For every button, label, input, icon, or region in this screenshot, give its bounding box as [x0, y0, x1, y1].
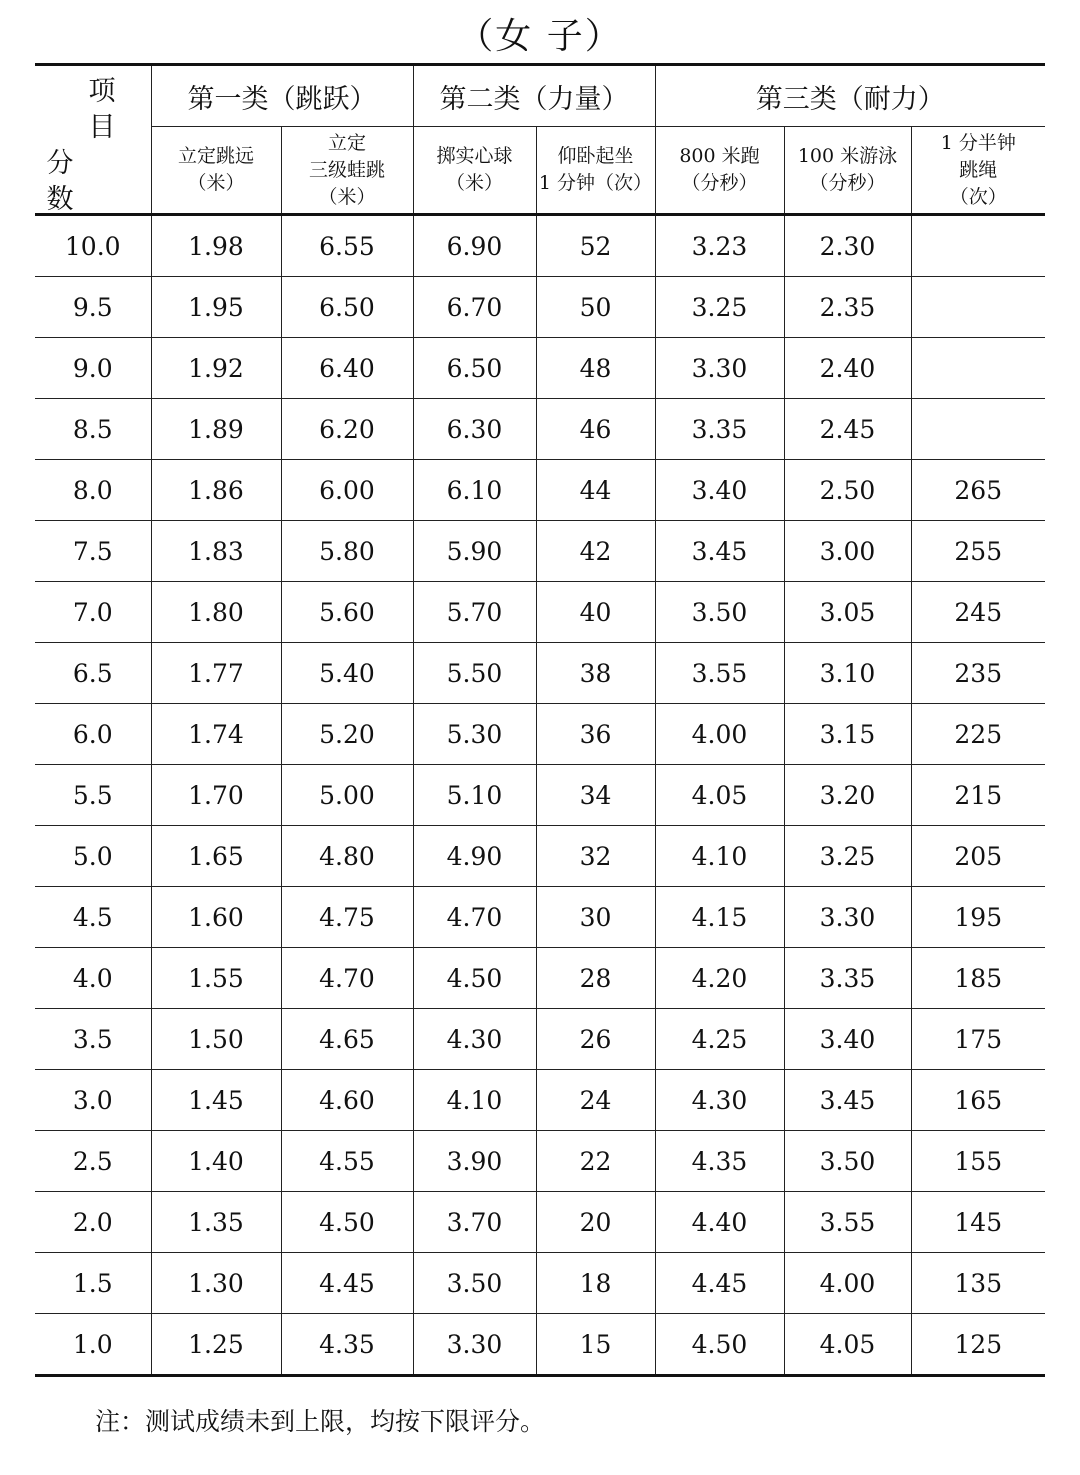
group-header-row — [35, 65, 1045, 127]
score-cell: 7.5 — [35, 521, 151, 582]
value-cell: 3.10 — [784, 643, 911, 704]
value-cell: 3.30 — [413, 1314, 536, 1376]
value-cell: 52 — [536, 215, 655, 277]
table-row — [35, 338, 1045, 399]
value-cell: 42 — [536, 521, 655, 582]
value-cell: 195 — [911, 887, 1045, 948]
table-row — [35, 277, 1045, 338]
value-cell — [911, 277, 1045, 338]
value-cell: 34 — [536, 765, 655, 826]
value-cell: 1.45 — [151, 1070, 281, 1131]
table-row — [35, 1192, 1045, 1253]
value-cell: 3.00 — [784, 521, 911, 582]
value-cell: 4.55 — [281, 1131, 413, 1192]
score-cell: 8.0 — [35, 460, 151, 521]
column-header-7: 1 分半钟 跳绳 （次） — [911, 127, 1045, 215]
value-cell: 2.30 — [784, 215, 911, 277]
value-cell: 3.45 — [784, 1070, 911, 1131]
value-cell: 225 — [911, 704, 1045, 765]
value-cell: 1.95 — [151, 277, 281, 338]
group-header-1: 第一类（跳跃） — [151, 65, 413, 127]
value-cell: 1.50 — [151, 1009, 281, 1070]
score-cell: 1.5 — [35, 1253, 151, 1314]
table-row — [35, 215, 1045, 277]
value-cell: 1.30 — [151, 1253, 281, 1314]
value-cell: 1.25 — [151, 1314, 281, 1376]
table-row — [35, 399, 1045, 460]
table-row — [35, 826, 1045, 887]
table-row — [35, 765, 1045, 826]
table-body — [35, 215, 1045, 1376]
value-cell: 265 — [911, 460, 1045, 521]
value-cell: 5.50 — [413, 643, 536, 704]
value-cell: 175 — [911, 1009, 1045, 1070]
value-cell: 155 — [911, 1131, 1045, 1192]
value-cell: 3.40 — [784, 1009, 911, 1070]
value-cell: 1.98 — [151, 215, 281, 277]
value-cell: 3.30 — [655, 338, 784, 399]
value-cell: 135 — [911, 1253, 1045, 1314]
value-cell: 3.40 — [655, 460, 784, 521]
value-cell — [911, 215, 1045, 277]
column-header-row — [35, 127, 1045, 215]
score-cell: 5.0 — [35, 826, 151, 887]
value-cell: 4.40 — [655, 1192, 784, 1253]
value-cell: 3.35 — [784, 948, 911, 1009]
value-cell: 1.89 — [151, 399, 281, 460]
value-cell: 3.30 — [784, 887, 911, 948]
table-row — [35, 1009, 1045, 1070]
value-cell: 6.70 — [413, 277, 536, 338]
value-cell: 4.10 — [413, 1070, 536, 1131]
value-cell: 2.40 — [784, 338, 911, 399]
score-cell: 3.0 — [35, 1070, 151, 1131]
value-cell: 4.15 — [655, 887, 784, 948]
value-cell: 32 — [536, 826, 655, 887]
score-cell: 9.5 — [35, 277, 151, 338]
value-cell: 3.35 — [655, 399, 784, 460]
value-cell: 50 — [536, 277, 655, 338]
score-cell: 3.5 — [35, 1009, 151, 1070]
value-cell: 15 — [536, 1314, 655, 1376]
value-cell: 165 — [911, 1070, 1045, 1131]
table-row — [35, 948, 1045, 1009]
corner-item-label: 项 目 — [88, 76, 116, 143]
value-cell: 3.55 — [655, 643, 784, 704]
value-cell: 22 — [536, 1131, 655, 1192]
value-cell: 4.30 — [413, 1009, 536, 1070]
value-cell: 4.00 — [655, 704, 784, 765]
value-cell: 4.90 — [413, 826, 536, 887]
score-cell: 10.0 — [35, 215, 151, 277]
value-cell: 20 — [536, 1192, 655, 1253]
value-cell: 38 — [536, 643, 655, 704]
value-cell: 30 — [536, 887, 655, 948]
table-row — [35, 460, 1045, 521]
value-cell: 18 — [536, 1253, 655, 1314]
table-row — [35, 704, 1045, 765]
value-cell: 185 — [911, 948, 1045, 1009]
value-cell: 4.75 — [281, 887, 413, 948]
score-cell: 4.0 — [35, 948, 151, 1009]
table-row — [35, 887, 1045, 948]
value-cell: 4.50 — [655, 1314, 784, 1376]
column-header-4: 仰卧起坐 1 分钟（次） — [536, 127, 655, 215]
value-cell: 1.74 — [151, 704, 281, 765]
value-cell — [911, 338, 1045, 399]
column-header-3: 掷实心球 （米） — [413, 127, 536, 215]
value-cell: 4.50 — [413, 948, 536, 1009]
value-cell: 4.35 — [281, 1314, 413, 1376]
value-cell: 5.60 — [281, 582, 413, 643]
table-row — [35, 582, 1045, 643]
value-cell: 5.70 — [413, 582, 536, 643]
value-cell: 4.70 — [281, 948, 413, 1009]
value-cell: 1.55 — [151, 948, 281, 1009]
value-cell: 2.50 — [784, 460, 911, 521]
column-header-6: 100 米游泳 （分秒） — [784, 127, 911, 215]
value-cell: 3.23 — [655, 215, 784, 277]
value-cell: 3.05 — [784, 582, 911, 643]
value-cell: 1.40 — [151, 1131, 281, 1192]
value-cell: 235 — [911, 643, 1045, 704]
table-row — [35, 1314, 1045, 1376]
value-cell: 1.35 — [151, 1192, 281, 1253]
value-cell: 4.70 — [413, 887, 536, 948]
value-cell: 28 — [536, 948, 655, 1009]
corner-header — [35, 65, 151, 215]
value-cell: 3.45 — [655, 521, 784, 582]
value-cell: 3.25 — [784, 826, 911, 887]
value-cell: 6.20 — [281, 399, 413, 460]
value-cell: 6.40 — [281, 338, 413, 399]
value-cell: 6.10 — [413, 460, 536, 521]
table-row — [35, 1131, 1045, 1192]
value-cell: 4.30 — [655, 1070, 784, 1131]
value-cell: 255 — [911, 521, 1045, 582]
table-row — [35, 1253, 1045, 1314]
score-cell: 9.0 — [35, 338, 151, 399]
value-cell: 4.50 — [281, 1192, 413, 1253]
value-cell: 3.50 — [413, 1253, 536, 1314]
value-cell: 1.86 — [151, 460, 281, 521]
value-cell: 2.35 — [784, 277, 911, 338]
value-cell: 4.80 — [281, 826, 413, 887]
value-cell: 44 — [536, 460, 655, 521]
value-cell: 4.20 — [655, 948, 784, 1009]
value-cell: 3.55 — [784, 1192, 911, 1253]
score-cell: 4.5 — [35, 887, 151, 948]
footnote: 注：测试成绩未到上限，均按下限评分。 — [95, 1407, 546, 1436]
value-cell: 4.65 — [281, 1009, 413, 1070]
corner-score-label: 分 数 — [46, 148, 74, 215]
score-cell: 2.0 — [35, 1192, 151, 1253]
value-cell: 5.20 — [281, 704, 413, 765]
value-cell: 3.50 — [784, 1131, 911, 1192]
value-cell: 125 — [911, 1314, 1045, 1376]
score-cell: 8.5 — [35, 399, 151, 460]
value-cell: 5.00 — [281, 765, 413, 826]
value-cell: 5.30 — [413, 704, 536, 765]
value-cell: 145 — [911, 1192, 1045, 1253]
scoring-table — [35, 63, 1045, 1377]
value-cell: 1.65 — [151, 826, 281, 887]
value-cell: 6.90 — [413, 215, 536, 277]
score-cell: 6.0 — [35, 704, 151, 765]
value-cell: 48 — [536, 338, 655, 399]
value-cell: 26 — [536, 1009, 655, 1070]
value-cell: 3.50 — [655, 582, 784, 643]
value-cell: 3.20 — [784, 765, 911, 826]
value-cell: 5.80 — [281, 521, 413, 582]
value-cell: 4.05 — [655, 765, 784, 826]
value-cell: 2.45 — [784, 399, 911, 460]
value-cell: 4.45 — [281, 1253, 413, 1314]
value-cell: 4.35 — [655, 1131, 784, 1192]
table-row — [35, 1070, 1045, 1131]
value-cell: 5.10 — [413, 765, 536, 826]
value-cell: 36 — [536, 704, 655, 765]
value-cell: 1.77 — [151, 643, 281, 704]
score-cell: 7.0 — [35, 582, 151, 643]
value-cell: 6.30 — [413, 399, 536, 460]
column-header-1: 立定跳远 （米） — [151, 127, 281, 215]
value-cell: 205 — [911, 826, 1045, 887]
score-cell: 5.5 — [35, 765, 151, 826]
value-cell: 4.25 — [655, 1009, 784, 1070]
value-cell: 215 — [911, 765, 1045, 826]
table-row — [35, 643, 1045, 704]
value-cell: 4.60 — [281, 1070, 413, 1131]
value-cell: 46 — [536, 399, 655, 460]
value-cell: 6.55 — [281, 215, 413, 277]
value-cell: 24 — [536, 1070, 655, 1131]
value-cell: 6.00 — [281, 460, 413, 521]
group-header-2: 第二类（力量） — [413, 65, 655, 127]
value-cell: 6.50 — [281, 277, 413, 338]
value-cell: 1.80 — [151, 582, 281, 643]
value-cell: 1.70 — [151, 765, 281, 826]
value-cell: 3.70 — [413, 1192, 536, 1253]
value-cell: 6.50 — [413, 338, 536, 399]
score-cell: 6.5 — [35, 643, 151, 704]
value-cell: 3.25 — [655, 277, 784, 338]
score-cell: 2.5 — [35, 1131, 151, 1192]
value-cell: 3.90 — [413, 1131, 536, 1192]
column-header-5: 800 米跑 （分秒） — [655, 127, 784, 215]
value-cell: 1.92 — [151, 338, 281, 399]
value-cell: 4.10 — [655, 826, 784, 887]
value-cell: 1.60 — [151, 887, 281, 948]
value-cell: 4.45 — [655, 1253, 784, 1314]
value-cell: 245 — [911, 582, 1045, 643]
value-cell: 5.90 — [413, 521, 536, 582]
page-title: （女 子） — [457, 16, 623, 57]
score-cell: 1.0 — [35, 1314, 151, 1376]
value-cell: 4.05 — [784, 1314, 911, 1376]
column-header-2: 立定 三级蛙跳 （米） — [281, 127, 413, 215]
table-row — [35, 521, 1045, 582]
group-header-3: 第三类（耐力） — [655, 65, 1045, 127]
value-cell: 40 — [536, 582, 655, 643]
value-cell: 1.83 — [151, 521, 281, 582]
value-cell: 3.15 — [784, 704, 911, 765]
value-cell — [911, 399, 1045, 460]
value-cell: 5.40 — [281, 643, 413, 704]
value-cell: 4.00 — [784, 1253, 911, 1314]
